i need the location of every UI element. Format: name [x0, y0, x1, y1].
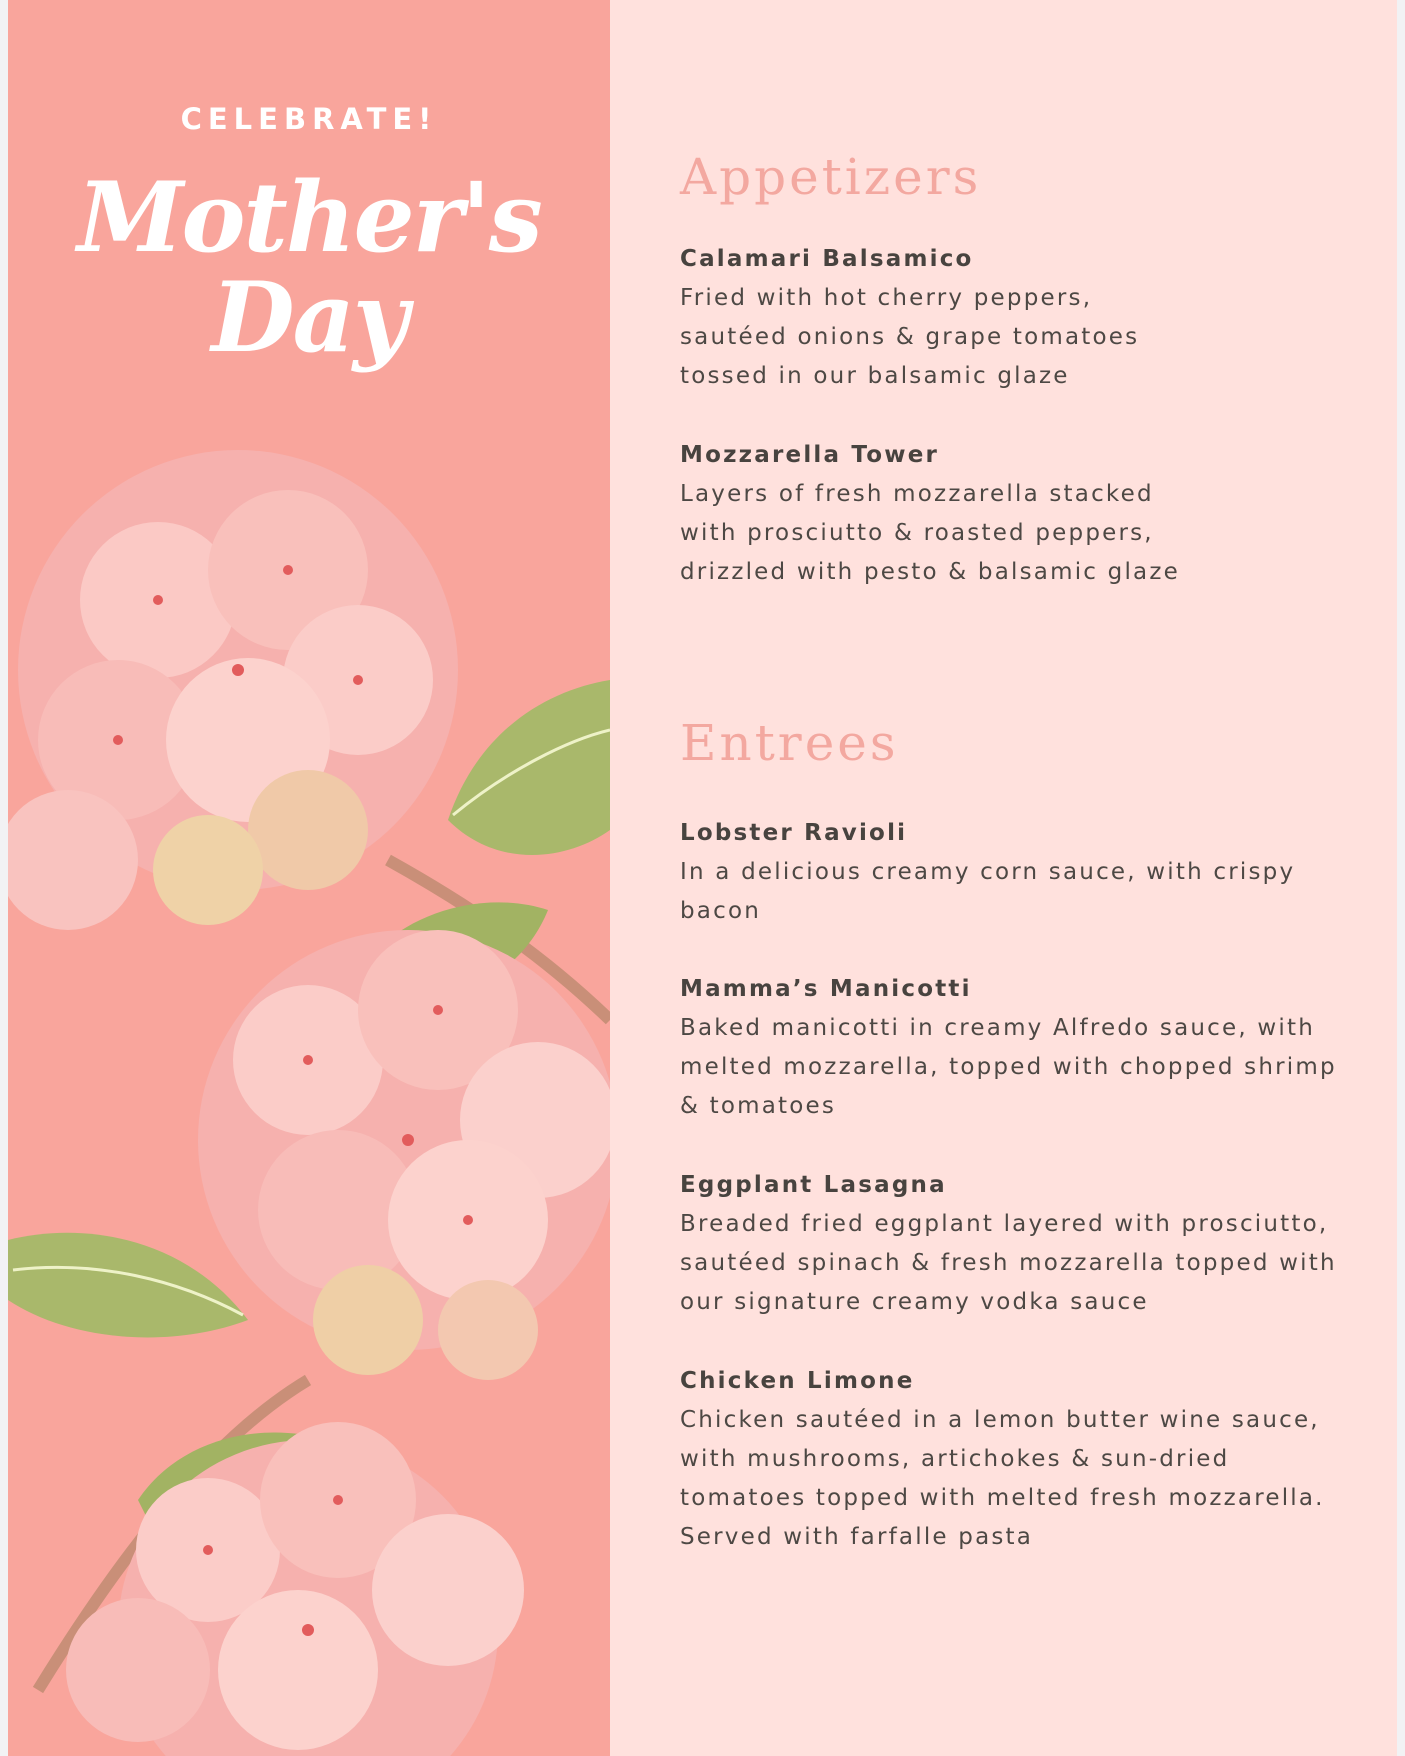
menu-item-name: Chicken Limone: [680, 1368, 915, 1394]
title-line-1: Mother's: [77, 161, 541, 274]
menu-item-description: Baked manicotti in creamy Alfredo sauce, with melted mozzarella, topped with chopped shrimp & tomatoes: [680, 1015, 1337, 1119]
menu-item-description: Layers of fresh mozzarella stacked with prosciutto & roasted peppers, drizzled with pesto & balsamic glaze: [680, 481, 1180, 585]
left-decorative-panel: [8, 0, 610, 1756]
menu-item-name: Eggplant Lasagna: [680, 1172, 947, 1198]
menu-item: [680, 970, 1380, 1126]
menu-item: [680, 814, 1380, 931]
menu-item: [680, 1362, 1380, 1557]
menu-item-name: Calamari Balsamico: [680, 246, 974, 272]
menu-item-description: Breaded fried eggplant layered with prosciutto, sautéed spinach & fresh mozzarella topped with our signature creamy vodka sauce: [680, 1211, 1337, 1315]
menu-item-description: In a delicious creamy corn sauce, with crispy bacon: [680, 859, 1296, 924]
menu-item-description: Chicken sautéed in a lemon butter wine sauce, with mushrooms, artichokes & sun-dried tomatoes topped with melted fresh mozzarella. Served with farfalle pasta: [680, 1407, 1325, 1550]
section-heading-appetizers: Appetizers: [680, 148, 982, 206]
menu-item-name: Lobster Ravioli: [680, 820, 908, 846]
section-heading-entrees: Entrees: [680, 714, 899, 772]
title-line-2: Day: [211, 261, 407, 374]
menu-item-name: Mamma’s Manicotti: [680, 976, 972, 1002]
celebrate-kicker: CELEBRATE!: [180, 102, 438, 136]
menu-item-name: Mozzarella Tower: [680, 442, 940, 468]
menu-item: [680, 240, 1380, 396]
hydrangea-illustration-icon: [8, 440, 610, 1756]
menu-item: [680, 436, 1380, 592]
menu-item: [680, 1166, 1380, 1322]
menu-item-description: Fried with hot cherry peppers, sautéed onions & grape tomatoes tossed in our balsamic glaze: [680, 285, 1140, 389]
menu-page: [8, 0, 1397, 1756]
